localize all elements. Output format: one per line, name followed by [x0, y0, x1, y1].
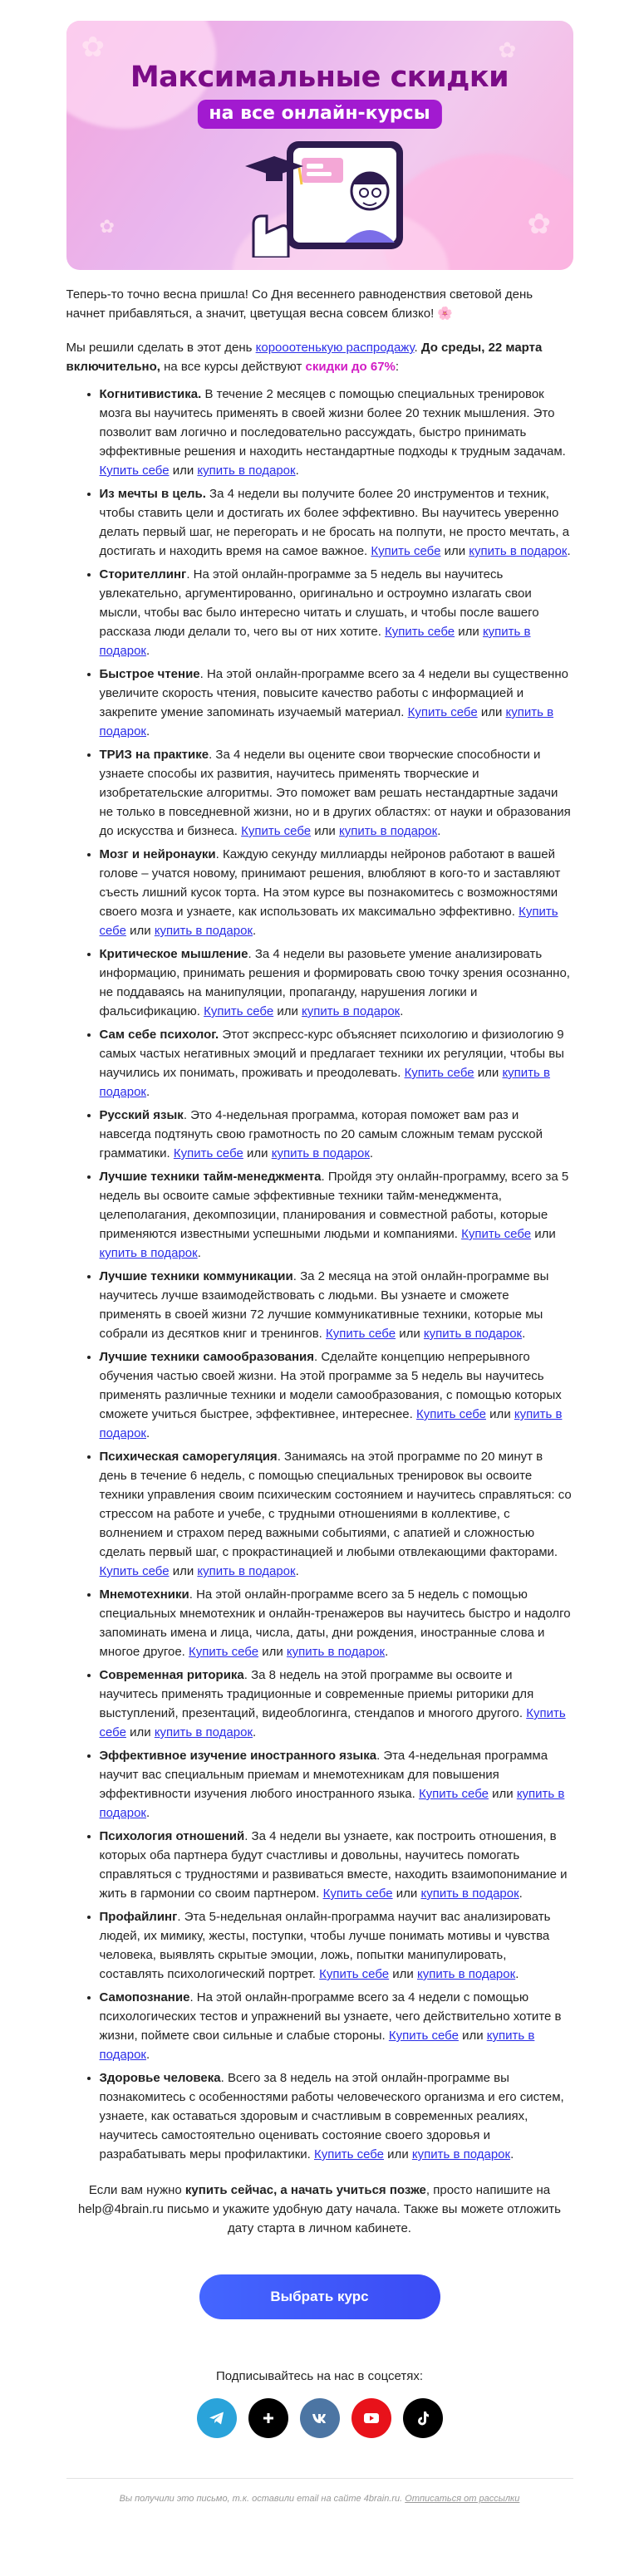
outro-text: , просто напишите на help@4brain.ru письмо и укажите удобную дату начала. Также вы можете отложить дату старта в личном кабинете. [78, 2183, 561, 2235]
or-text: или [389, 1967, 417, 1981]
buy-gift-link[interactable]: купить в подарок [302, 1004, 401, 1018]
period: . [253, 924, 257, 938]
sale-text: Мы решили сделать в этот день [66, 341, 256, 355]
plus-icon [258, 2408, 278, 2428]
buy-self-link[interactable]: Купить себе [204, 1004, 274, 1018]
buy-self-link[interactable]: Купить себе [388, 2029, 459, 2043]
course-list [66, 385, 573, 2164]
course-description: . Пройдя эту онлайн-программу, всего за 5 недель вы освоите самые эффективные техники тайм-менеджмента, целеполагания, декомпозиции, планирования и совместной работы, которые применяются известными успешными людьми и компаниями. [99, 1170, 569, 1241]
course-description: . За 4 недели вы оцените свои творческие способности и узнаете способы их развития, научитесь применять творческие и изобретательские алгоритмы. Это поможет вам решать нестандартные задачи не только в повседневной жизни, но и в других областях: от науки и образования до искусства и бизнеса. [99, 748, 571, 838]
course-description: . Эта 4-недельная программа научит вас специальным приемам и мнемотехникам для повышения эффективности изучения любого иностранного языка. [99, 1749, 548, 1801]
course-item [100, 1827, 573, 1903]
buy-gift-link[interactable]: купить в подарок [469, 544, 568, 558]
period: . [295, 1564, 299, 1578]
course-name: Лучшие техники тайм-менеджмента [99, 1170, 322, 1184]
course-description: . За 4 недели вы разовьете умение анализировать информацию, принимать решения и формировать свою точку зрения осознанно, не поддаваясь на манипуляции, пропаганду, нарушения логики и фальсификацию. [99, 947, 570, 1018]
course-description: . Эта 5-недельная онлайн-программа научит вас анализировать людей, их мимику, жесты, поступки, чтобы лучше понимать мотивы и чувства человека, выявлять скрытые эмоции, ложь, попытки манипулировать, составлять психологический портрет. [99, 1910, 551, 1981]
course-name: Самопознание [99, 1990, 190, 2004]
course-name: Профайлинг [99, 1910, 178, 1924]
tablet-student-illustration [237, 133, 411, 258]
buy-gift-link[interactable]: купить в подарок [286, 1645, 386, 1659]
course-description: . Занимаясь на этой программе по 20 минут в день в течение 6 недель, с помощью специальных тренировок вы освоите техники управления своим психическим состоянием и научитесь справляться: со стрессом на работе и учебе, с трудными отношениями в коллективе, с волнением и страхом перед важными событиями, с апатией и сложностью сделать первый шаг, с прокрастинацией и любыми отвлекающими факторами. [99, 1450, 572, 1559]
period: . [145, 1806, 150, 1820]
course-item [100, 1666, 573, 1742]
period: . [567, 544, 571, 558]
course-item [100, 1106, 573, 1163]
or-text: или [440, 544, 469, 558]
course-description: . Это 4-недельная программа, которая поможет вам раз и навсегда подтянуть свою грамотность по 20 самым сложным темам русской грамматики. [99, 1108, 543, 1160]
course-name: Психическая саморегуляция [99, 1450, 278, 1464]
buy-gift-link[interactable]: купить в подарок [99, 1787, 565, 1820]
hero-title: Максимальные скидки [130, 61, 509, 94]
period: . [369, 1146, 374, 1160]
sale-text: : [395, 360, 400, 374]
buy-self-link[interactable]: Купить себе [313, 2147, 385, 2161]
course-item [100, 565, 573, 660]
period: . [437, 824, 441, 838]
buy-gift-link[interactable]: купить в подарок [154, 1725, 253, 1739]
or-text: или [477, 705, 506, 719]
course-description: . Каждую секунду миллиарды нейронов работают в вашей голове – учатся новому, принимают решения, влюбляют в кого-то и заставляют съесть лишний кусок торта. На этом курсе вы познакомитесь с возможностями своего мозга и узнаете, как использовать их максимально эффективно. [99, 847, 561, 919]
youtube-icon [361, 2407, 382, 2429]
vk-link[interactable] [300, 2398, 340, 2438]
buy-self-link[interactable]: Купить себе [461, 1227, 532, 1241]
footer-text: Вы получили это письмо, т.к. оставили email на сайте 4brain.ru. [119, 2494, 406, 2504]
unsubscribe-link[interactable]: Отписаться от рассылки [405, 2494, 520, 2504]
tiktok-icon [413, 2408, 433, 2428]
buy-gift-link[interactable]: купить в подарок [197, 1564, 296, 1578]
or-text: или [531, 1227, 556, 1241]
outro-bold: купить сейчас, а начать учиться позже [184, 2183, 426, 2197]
course-description: . Сделайте концепцию непрерывного обучения частью своей жизни. На этой программе за 5 недель вы научитесь применять различные техники и модели самообразования, с помощью которых сможете учиться быстрее, эффективнее, интереснее. [99, 1350, 562, 1421]
course-item [100, 1025, 573, 1102]
buy-gift-link[interactable]: купить в подарок [416, 1967, 516, 1981]
footer [66, 2478, 573, 2504]
buy-gift-link[interactable]: купить в подарок [154, 924, 253, 938]
social-links [66, 2398, 573, 2438]
sale-date: До среды, 22 марта включительно, [66, 341, 543, 374]
or-text: или [458, 2029, 487, 2043]
or-text: или [125, 924, 155, 938]
buy-gift-link[interactable]: купить в подарок [99, 705, 554, 738]
buy-self-link[interactable]: Купить себе [371, 544, 441, 558]
course-description: Этот экспресс-курс объясняет психологию и физиологию 9 самых частых негативных эмоций и предлагает техники их регуляции, чтобы вы научились их понимать, проживать и преодолевать. [99, 1028, 564, 1080]
period: . [253, 1725, 257, 1739]
course-item [100, 1347, 573, 1443]
buy-gift-link[interactable]: купить в подарок [197, 464, 296, 478]
or-text: или [396, 1327, 424, 1341]
outro-paragraph [66, 2181, 573, 2238]
course-item [100, 745, 573, 841]
course-description: . За 8 недель на этой программе вы освоите и научитесь применять традиционные и современные приемы риторики для выступлений, презентаций, видеоблогинга, стендапов и многого другого. [99, 1668, 534, 1720]
course-name: ТРИЗ на практике [99, 748, 209, 762]
period: . [522, 1327, 526, 1341]
course-name: Сторителлинг [99, 567, 187, 581]
buy-self-link[interactable]: Купить себе [326, 1327, 396, 1341]
subscribe-label: Подписывайтесь на нас в соцсетях: [215, 2369, 424, 2383]
sale-text: на все курсы действуют [160, 360, 306, 374]
period: . [400, 1004, 404, 1018]
period: . [197, 1246, 201, 1260]
buy-self-link[interactable]: Купить себе [99, 1564, 170, 1578]
period: . [519, 1887, 523, 1901]
course-description: За 4 недели вы получите более 20 инструментов и техник, чтобы ставить цели и достигать их более эффективно. Вы научитесь уверенно делать первый шаг, не перегорать и не бросать на полпути, не просто мечтать, а достигать и находить время на самое важное. [99, 487, 570, 558]
course-name: Лучшие техники самообразования [99, 1350, 315, 1364]
buy-self-link[interactable]: Купить себе [415, 1407, 487, 1421]
course-item [100, 665, 573, 741]
course-description: . За 4 недели вы узнаете, как построить отношения, в которых оба партнера будут счастливы и довольны, научитесь помогать справляться с трудностями и развиваться вместе, находить взаимопонимание и жить в гармонии со своим партнером. [99, 1829, 568, 1901]
buy-self-link[interactable]: Купить себе [99, 464, 170, 478]
buy-self-link[interactable]: Купить себе [385, 625, 455, 639]
outro-text: Если вам нужно [88, 2183, 185, 2197]
course-name: Быстрое чтение [99, 667, 200, 681]
course-item [100, 845, 573, 940]
buy-gift-link[interactable]: купить в подарок [423, 1327, 523, 1341]
course-description: . На этой онлайн-программе за 5 недель вы научитесь увлекательно, аргументированно, оригинально и остроумно излагать свои мысли, чтобы вас было интересно читать и слушать, и чтобы после вашего рассказа люди делали то, чего вы от них хотите. [99, 567, 539, 639]
or-text: или [455, 625, 483, 639]
course-name: Из мечты в цель. [99, 487, 206, 501]
course-name: Лучшие техники коммуникации [99, 1269, 293, 1283]
or-text: или [273, 1004, 302, 1018]
buy-gift-link[interactable]: купить в подарок [99, 2029, 535, 2062]
course-name: Мозг и нейронауки [99, 847, 216, 861]
buy-self-link[interactable]: Купить себе [173, 1146, 243, 1160]
course-name: Сам себе психолог. [99, 1028, 219, 1042]
tiktok-link[interactable] [403, 2398, 443, 2438]
buy-gift-link[interactable]: купить в подарок [338, 824, 438, 838]
or-text: или [169, 464, 198, 478]
course-description: . На этой онлайн-программе всего за 4 недели вы существенно увеличите скорость чтения, повысите качество работы с информацией и закрепите умение запоминать изучаемый материал. [99, 667, 568, 719]
flower-icon: ✿ [99, 216, 115, 237]
discount-highlight: скидки до 67% [305, 360, 396, 374]
vk-icon [309, 2407, 331, 2429]
flower-icon: ✿ [498, 37, 517, 62]
or-text: или [243, 1146, 272, 1160]
or-text: или [486, 1407, 514, 1421]
course-item [100, 1267, 573, 1343]
or-text: или [169, 1564, 198, 1578]
course-item [100, 1907, 573, 1984]
course-item [100, 2068, 573, 2164]
buy-gift-link[interactable]: купить в подарок [99, 625, 531, 658]
or-text: или [384, 2147, 412, 2161]
choose-course-button[interactable]: Выбрать курс [199, 2274, 440, 2319]
youtube-link[interactable] [351, 2398, 391, 2438]
or-text: или [392, 1887, 421, 1901]
telegram-link[interactable] [197, 2398, 237, 2438]
or-text: или [125, 1725, 155, 1739]
buy-self-link[interactable]: Купить себе [322, 1887, 393, 1901]
plus-link[interactable] [248, 2398, 288, 2438]
period: . [145, 1426, 150, 1440]
flower-icon: ✿ [527, 209, 551, 240]
period: . [145, 724, 150, 738]
telegram-icon [207, 2408, 227, 2428]
course-name: Современная риторика [99, 1668, 244, 1682]
buy-self-link[interactable]: Купить себе [418, 1787, 489, 1801]
course-item [100, 1988, 573, 2064]
buy-self-link[interactable]: Купить себе [189, 1645, 259, 1659]
buy-gift-link[interactable]: купить в подарок [420, 1887, 519, 1901]
buy-self-link[interactable]: Купить себе [99, 905, 558, 938]
intro-paragraph: Теперь-то точно весна пришла! Со Дня весеннего равноденствия световой день начнет прибавляться, а значит, цветущая весна совсем близко! 🌸 [66, 287, 533, 321]
buy-self-link[interactable]: Купить себе [407, 705, 478, 719]
course-name: Эффективное изучение иностранного языка [99, 1749, 377, 1763]
sale-link[interactable]: корооотенькую распродажу [255, 341, 415, 355]
course-name: Здоровье человека [99, 2071, 221, 2085]
or-text: или [488, 1787, 517, 1801]
buy-gift-link[interactable]: купить в подарок [411, 2147, 511, 2161]
course-name: Критическое мышление [99, 947, 248, 961]
period: . [145, 644, 150, 658]
period: . [295, 464, 299, 478]
course-description: . За 2 месяца на этой онлайн-программе вы научитесь лучше взаимодействовать с людьми. Вы узнаете и сможете применять в своей жизни 72 лучшие коммуникативные техники, которые мы собрали из десятков книг и тренингов. [99, 1269, 549, 1341]
flower-icon: ✿ [81, 32, 105, 63]
sale-paragraph [66, 338, 573, 376]
or-text: или [258, 1645, 287, 1659]
buy-self-link[interactable]: Купить себе [319, 1967, 390, 1981]
course-name: Психология отношений [99, 1829, 245, 1843]
course-item [100, 1167, 573, 1263]
course-name: Русский язык [99, 1108, 184, 1122]
course-item [100, 484, 573, 561]
hero-subtitle: на все онлайн-курсы [197, 100, 441, 129]
period: . [510, 2147, 514, 2161]
hero-banner [66, 21, 573, 270]
email-body [66, 0, 573, 2504]
course-name: Когнитивистика. [99, 387, 202, 401]
course-description: . На этой онлайн-программе всего за 5 недель с помощью специальных мнемотехник и онлайн-тренажеров вы научитесь быстро и надолго запоминать имена и лица, числа, даты, дни рождения, иностранные слова и многое другое. [99, 1587, 571, 1659]
sale-text: . [414, 341, 421, 355]
buy-gift-link[interactable]: купить в подарок [99, 1246, 198, 1260]
course-name: Мнемотехники [99, 1587, 189, 1602]
course-description: В течение 2 месяцев с помощью специальных тренировок мозга вы научитесь применять в своей жизни более 20 техник мышления. Это позволит вам логично и последовательно рассуждать, быстро принимать эффективные решения и находить нестандартные подходы к трудным задачам. [99, 387, 566, 459]
buy-gift-link[interactable]: купить в подарок [99, 1407, 563, 1440]
course-description: . На этой онлайн-программе всего за 4 недели с помощью психологических тестов и упражнений вы узнаете, чего действительно хотите в жизни, поймете свои сильные и слабые стороны. [99, 1990, 562, 2043]
course-item [100, 1585, 573, 1661]
buy-gift-link[interactable]: купить в подарок [99, 1066, 551, 1099]
course-description: . Всего за 8 недель на этой онлайн-программе вы познакомитесь с особенностями работы человеческого организма и его систем, узнаете, как оставаться здоровым и счастливым в современных реалиях, научитесь самостоятельно оценивать состояние своего здоровья и разрабатывать меры профилактики. [99, 2071, 564, 2161]
course-item [100, 945, 573, 1021]
or-text: или [311, 824, 339, 838]
buy-self-link[interactable]: Купить себе [404, 1066, 474, 1080]
buy-self-link[interactable]: Купить себе [241, 824, 312, 838]
period: . [145, 1085, 150, 1099]
course-item [100, 385, 573, 480]
course-item [100, 1447, 573, 1581]
or-text: или [474, 1066, 503, 1080]
period: . [145, 2048, 150, 2062]
buy-self-link[interactable]: Купить себе [99, 1706, 566, 1739]
period: . [515, 1967, 519, 1981]
buy-gift-link[interactable]: купить в подарок [271, 1146, 370, 1160]
period: . [385, 1645, 389, 1659]
course-item [100, 1746, 573, 1823]
